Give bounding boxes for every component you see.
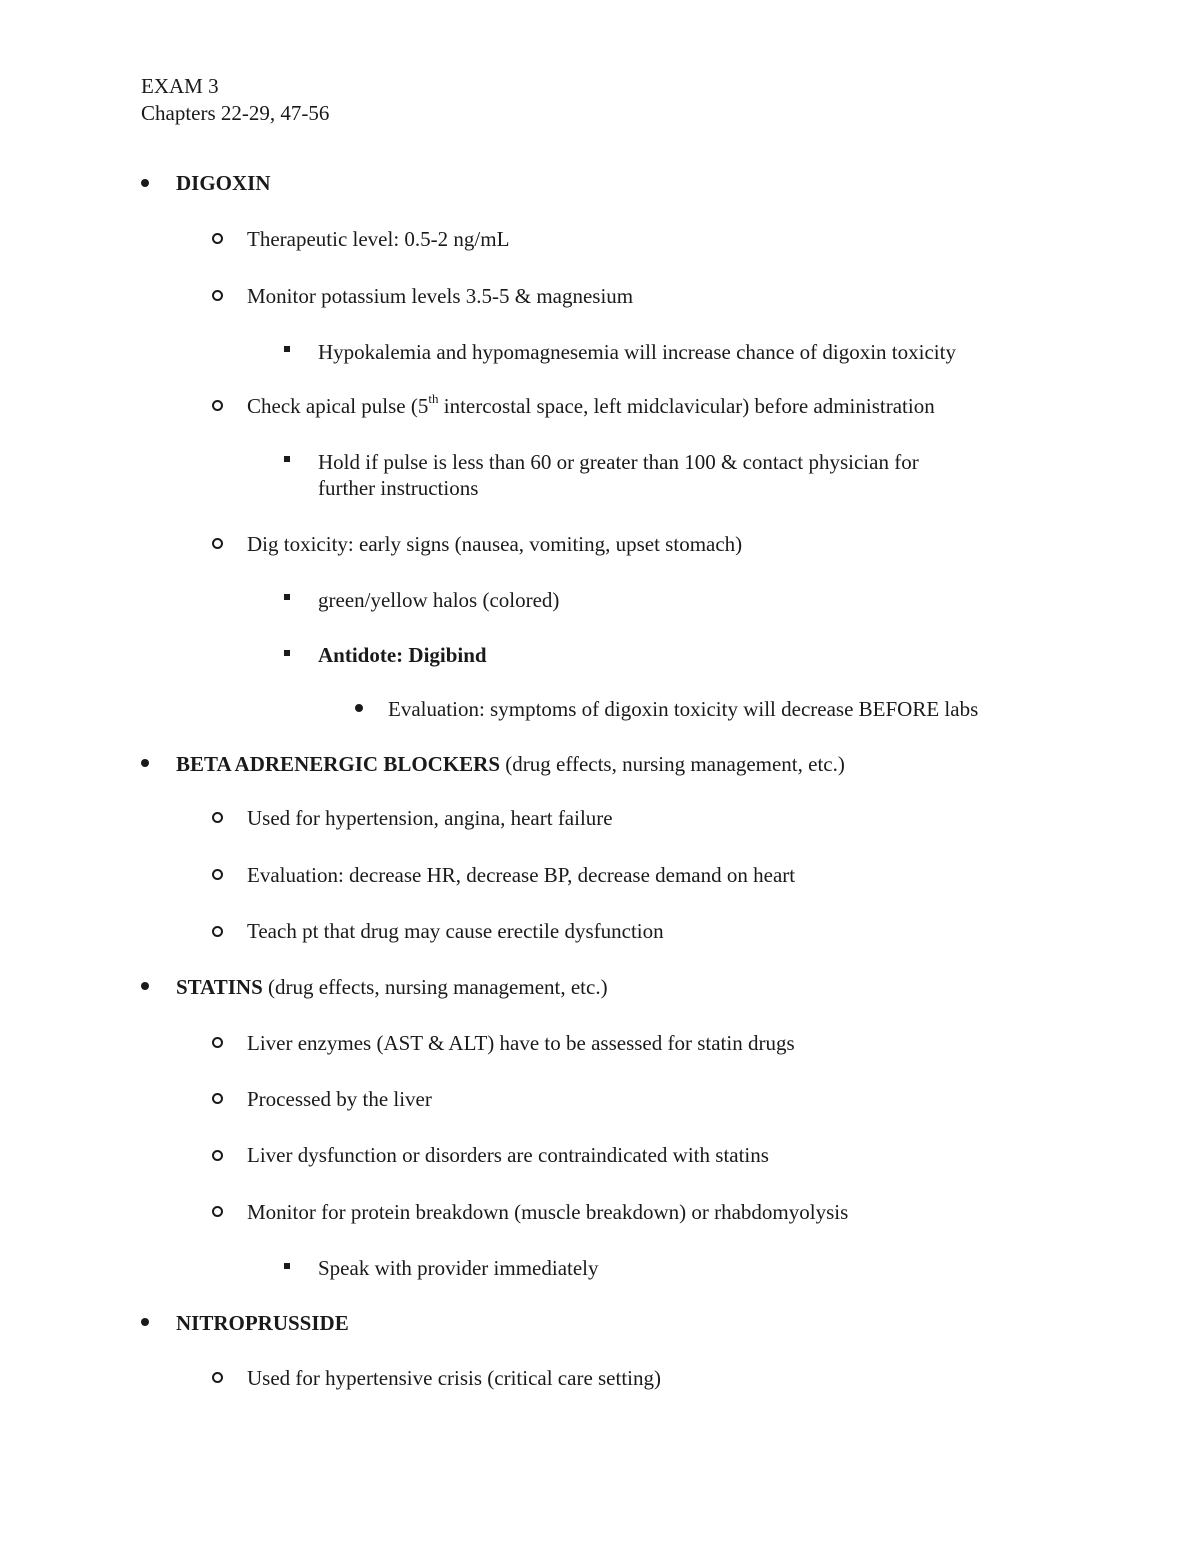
doc-title: EXAM 3 bbox=[141, 74, 219, 98]
list-item: Hypokalemia and hypomagnesemia will increase chance of digoxin toxicity bbox=[318, 340, 956, 364]
list-item: Teach pt that drug may cause erectile dysfunction bbox=[247, 919, 664, 943]
doc-subtitle: Chapters 22-29, 47-56 bbox=[141, 101, 330, 125]
section-heading-nitroprusside: NITROPRUSSIDE bbox=[176, 1311, 349, 1335]
bullet-square-icon bbox=[284, 456, 290, 462]
statins-heading-note: (drug effects, nursing management, etc.) bbox=[262, 975, 608, 999]
bullet-circle-icon bbox=[212, 926, 223, 937]
statins-heading-label: STATINS bbox=[176, 975, 263, 999]
bullet-square-icon bbox=[284, 650, 290, 656]
bullet-square-icon bbox=[284, 346, 290, 352]
list-item bbox=[247, 393, 935, 419]
list-item: Processed by the liver bbox=[247, 1087, 432, 1111]
list-item-antidote: Antidote: Digibind bbox=[318, 643, 487, 667]
list-item: Monitor potassium levels 3.5-5 & magnesium bbox=[247, 284, 634, 308]
beta-heading-note: (drug effects, nursing management, etc.) bbox=[500, 752, 845, 776]
list-item: Hold if pulse is less than 60 or greater than 100 & contact physician for bbox=[318, 450, 919, 474]
bullet-dot-icon bbox=[141, 179, 149, 187]
bullet-dot-icon bbox=[141, 982, 149, 990]
list-item: Evaluation: decrease HR, decrease BP, decrease demand on heart bbox=[247, 863, 796, 887]
bullet-square-icon bbox=[284, 594, 290, 600]
bullet-dot-icon bbox=[141, 1318, 149, 1326]
list-item: Therapeutic level: 0.5-2 ng/mL bbox=[247, 227, 510, 251]
bullet-dot-icon bbox=[141, 759, 149, 767]
apical-superscript: th bbox=[428, 391, 439, 406]
bullet-circle-icon bbox=[212, 1206, 223, 1217]
list-item: Dig toxicity: early signs (nausea, vomiting, upset stomach) bbox=[247, 532, 743, 556]
section-heading-statins bbox=[176, 974, 608, 1000]
bullet-circle-icon bbox=[212, 1150, 223, 1161]
bullet-circle-icon bbox=[212, 233, 223, 244]
section-heading-beta-blockers bbox=[176, 751, 845, 777]
bullet-circle-icon bbox=[212, 812, 223, 823]
bullet-circle-icon bbox=[212, 400, 223, 411]
list-item: Speak with provider immediately bbox=[318, 1256, 599, 1280]
apical-text-end: intercostal space, left midclavicular) before administration bbox=[438, 394, 935, 418]
bullet-circle-icon bbox=[212, 1372, 223, 1383]
apical-text-start: Check apical pulse (5 bbox=[247, 394, 429, 418]
list-item: Liver dysfunction or disorders are contraindicated with statins bbox=[247, 1143, 769, 1167]
list-item: Liver enzymes (AST & ALT) have to be assessed for statin drugs bbox=[247, 1031, 795, 1055]
bullet-dot-icon bbox=[355, 704, 363, 712]
bullet-circle-icon bbox=[212, 1093, 223, 1104]
bullet-circle-icon bbox=[212, 290, 223, 301]
list-item-continuation: further instructions bbox=[318, 476, 479, 500]
list-item: green/yellow halos (colored) bbox=[318, 588, 560, 612]
list-item: Used for hypertension, angina, heart failure bbox=[247, 806, 613, 830]
bullet-circle-icon bbox=[212, 1037, 223, 1048]
bullet-circle-icon bbox=[212, 538, 223, 549]
bullet-square-icon bbox=[284, 1263, 290, 1269]
section-heading-digoxin: DIGOXIN bbox=[176, 171, 271, 195]
beta-heading-label: BETA ADRENERGIC BLOCKERS bbox=[176, 752, 501, 776]
list-item: Evaluation: symptoms of digoxin toxicity will decrease BEFORE labs bbox=[388, 697, 979, 721]
bullet-circle-icon bbox=[212, 869, 223, 880]
list-item: Monitor for protein breakdown (muscle breakdown) or rhabdomyolysis bbox=[247, 1200, 849, 1224]
list-item: Used for hypertensive crisis (critical care setting) bbox=[247, 1366, 662, 1390]
